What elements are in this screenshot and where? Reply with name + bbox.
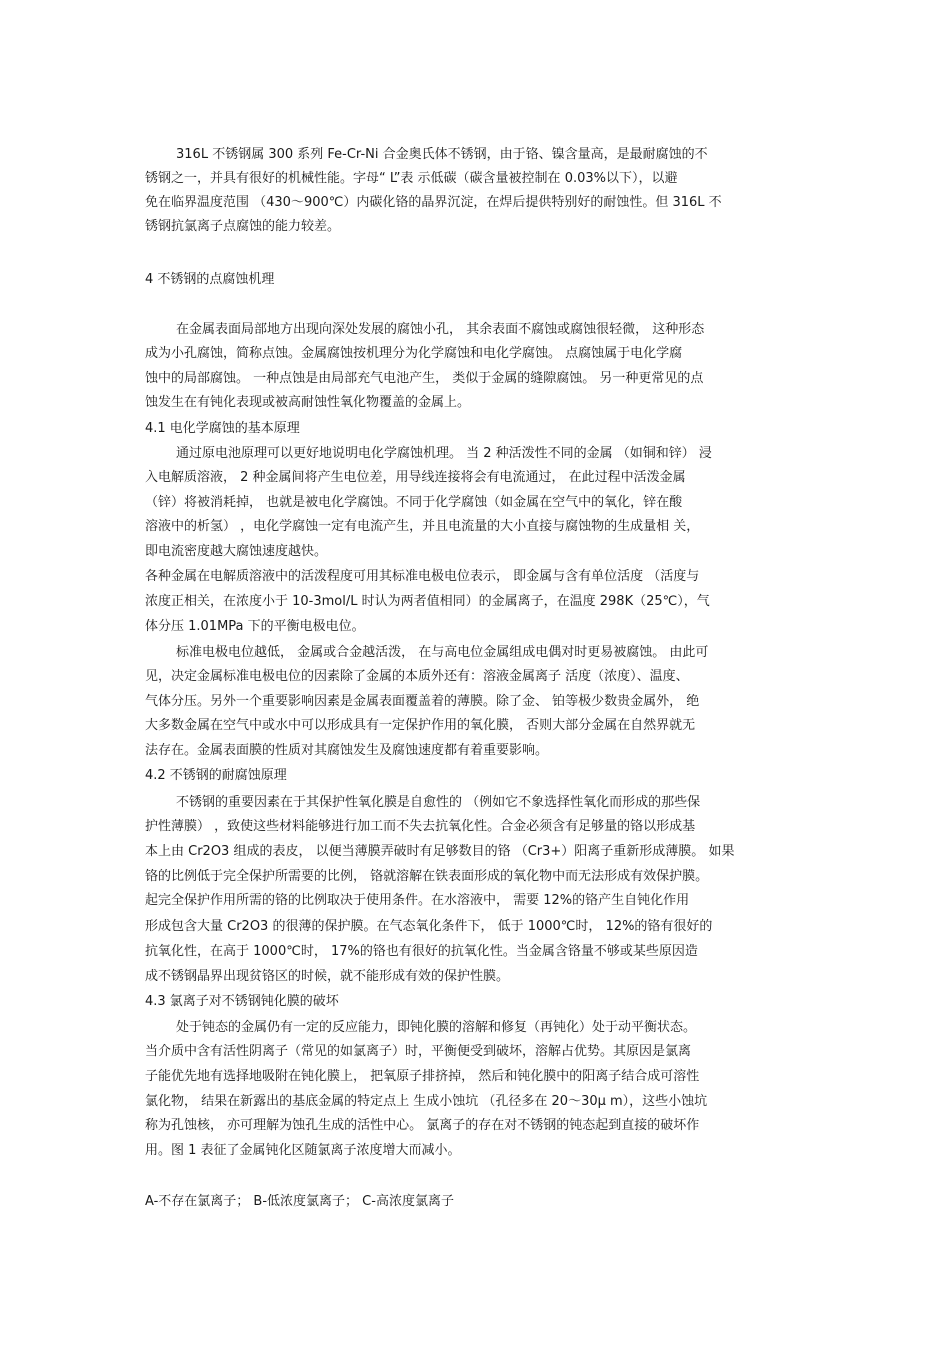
text-line: 处于钝态的金属仍有一定的反应能力，即钝化膜的溶解和修复（再钝化）处于动平衡状态。 [176,1020,697,1035]
text-line: 起完全保护作用所需的铬的比例取决于使用条件。在水溶液中， 需要 12%的铬产生自钝化作用 [145,893,690,908]
section-heading-4-3: 4.3 氯离子对不锈钢钝化膜的破坏 [145,994,339,1009]
text-line: （锌）将被消耗掉， 也就是被电化学腐蚀。不同于化学腐蚀（如金属在空气中的氧化，锌在酸 [145,495,683,510]
text-line: 称为孔蚀核， 亦可理解为蚀孔生成的活性中心。 氯离子的存在对不锈钢的钝态起到直接的破坏作 [145,1118,700,1133]
text-line: 通过原电池原理可以更好地说明电化学腐蚀机理。 当 2 种活泼性不同的金属 （如铜和锌） 浸 [176,446,712,461]
figure-legend: A-不存在氯离子； B-低浓度氯离子； C-高浓度氯离子 [145,1194,454,1209]
text-line: 抗氧化性，在高于 1000℃时， 17%的铬也有很好的抗氧化性。当金属含铬量不够或某些原因造 [145,944,698,959]
text-line: 锈钢抗氯离子点腐蚀的能力较差。 [145,219,341,234]
text-line: 溶液中的析氢） ，电化学腐蚀一定有电流产生，并且电流量的大小直接与腐蚀物的生成量相 关， [145,519,700,534]
text-line: 用。图 1 表征了金属钝化区随氯离子浓度增大而减小。 [145,1143,461,1158]
text-line: 成不锈钢晶界出现贫铬区的时候，就不能形成有效的保护性膜。 [145,969,510,984]
section-heading-4-2: 4.2 不锈钢的耐腐蚀原理 [145,768,287,783]
text-line: 法存在。金属表面膜的性质对其腐蚀发生及腐蚀速度都有着重要影响。 [145,743,549,758]
text-line: 当介质中含有活性阴离子（常见的如氯离子）时，平衡便受到破坏，溶解占优势。其原因是氯离 [145,1044,692,1059]
text-line: 见，决定金属标准电极电位的因素除了金属的本质外还有：溶液金属离子 活度（浓度）、温度、 [145,669,689,684]
text-line: 体分压 1.01MPa 下的平衡电极电位。 [145,619,365,634]
text-line: 蚀发生在有钝化表现或被高耐蚀性氧化物覆盖的金属上。 [145,395,471,410]
text-line: 大多数金属在空气中或水中可以形成具有一定保护作用的氧化膜， 否则大部分金属在自然界就无 [145,718,696,733]
section-heading-4-1: 4.1 电化学腐蚀的基本原理 [145,421,300,436]
text-line: 316L 不锈钢属 300 系列 Fe-Cr-Ni 合金奥氏体不锈钢，由于铬、镍含量高，是最耐腐蚀的不 [176,147,708,162]
section-heading-4: 4 不锈钢的点腐蚀机理 [145,272,275,287]
text-line: 氯化物， 结果在新露出的基底金属的特定点上 生成小蚀坑 （孔径多在 20～30μ m），这些小蚀坑 [145,1094,708,1109]
text-line: 锈钢之一，并具有很好的机械性能。字母“ L”表 示低碳（碳含量被控制在 0.03%以下），以避 [145,171,678,186]
text-line: 成为小孔腐蚀，简称点蚀。金属腐蚀按机理分为化学腐蚀和电化学腐蚀。 点腐蚀属于电化学腐 [145,346,683,361]
text-line: 铬的比例低于完全保护所需要的比例， 铬就溶解在铁表面形成的氧化物中而无法形成有效保护膜。 [145,869,709,884]
text-line: 蚀中的局部腐蚀。 一种点蚀是由局部充气电池产生， 类似于金属的缝隙腐蚀。 另一种更常见的点 [145,371,704,386]
text-line: 入电解质溶液， 2 种金属间将产生电位差，用导线连接将会有电流通过， 在此过程中活泼金属 [145,470,686,485]
text-line: 即电流密度越大腐蚀速度越快。 [145,544,328,559]
text-line: 气体分压。另外一个重要影响因素是金属表面覆盖着的薄膜。除了金、 铂等极少数贵金属外， 绝 [145,694,700,709]
text-line: 不锈钢的重要因素在于其保护性氧化膜是自愈性的 （例如它不象选择性氧化而形成的那些保 [176,795,701,810]
text-line: 子能优先地有选择地吸附在钝化膜上， 把氧原子排挤掉， 然后和钝化膜中的阳离子结合成可溶性 [145,1069,700,1084]
text-line: 在金属表面局部地方出现向深处发展的腐蚀小孔， 其余表面不腐蚀或腐蚀很轻微， 这种形态 [176,322,705,337]
text-line: 标准电极电位越低， 金属或合金越活泼， 在与高电位金属组成电偶对时更易被腐蚀。 由此可 [176,645,709,660]
text-line: 护性薄膜） ，致使这些材料能够进行加工而不失去抗氧化性。合金必须含有足够量的铬以形成基 [145,819,696,834]
text-line: 本上由 Cr2O3 组成的表皮， 以便当薄膜弄破时有足够数目的铬 （Cr3+）阳离子重新形成薄膜。 如果 [145,844,735,859]
text-line: 各种金属在电解质溶液中的活泼程度可用其标准电极电位表示， 即金属与含有单位活度 （活度与 [145,569,700,584]
text-line: 免在临界温度范围 （430～900℃）内碳化铬的晶界沉淀，在焊后提供特别好的耐蚀性。但 316L 不 [145,195,722,210]
text-line: 形成包含大量 Cr2O3 的很薄的保护膜。在气态氧化条件下， 低于 1000℃时， 12%的铬有很好的 [145,919,713,934]
text-line: 浓度正相关，在浓度小于 10-3mol/L 时认为两者值相同）的金属离子，在温度 298K（25℃），气 [145,594,710,609]
